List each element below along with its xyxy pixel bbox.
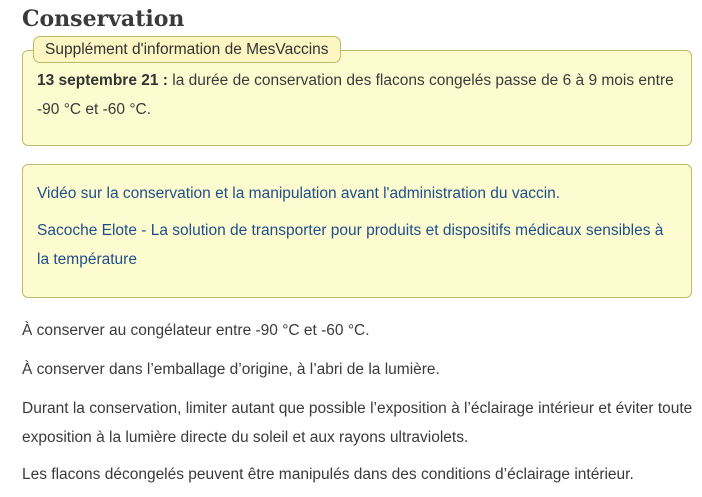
- links-list: [37, 179, 677, 274]
- paragraph-packaging: À conserver dans l’emballage d’origine, à l’abri de la lumière.: [22, 361, 440, 378]
- paragraph-thawed-vials: Les flacons décongelés peuvent être manipulés dans des conditions d’éclairage intérieur.: [22, 466, 634, 483]
- info-body: la durée de conservation des flacons congelés passe de 6 à 9 mois entre -90 °C et -60 °C.: [37, 72, 674, 118]
- link-video-conservation[interactable]: Vidéo sur la conservation et la manipulation avant l'administration du vaccin.: [37, 185, 561, 202]
- paragraph-freezer: À conserver au congélateur entre -90 °C et -60 °C.: [22, 322, 370, 339]
- info-badge: Supplément d'information de MesVaccins: [33, 36, 341, 63]
- info-text: [37, 66, 687, 124]
- info-date: 13 septembre 21 :: [37, 72, 168, 89]
- paragraph-light-exposure: Durant la conservation, limiter autant que possible l’exposition à l’éclairage intérieur et éviter toute exposition à la lumière directe du soleil et aux rayons ultraviolets.: [22, 400, 693, 446]
- page-title: Conservation: [22, 6, 185, 32]
- links-box: [22, 164, 692, 298]
- info-box: [22, 50, 692, 146]
- link-sacoche-elote[interactable]: Sacoche Elote - La solution de transporter pour produits et dispositifs médicaux sensibles à la température: [37, 222, 664, 268]
